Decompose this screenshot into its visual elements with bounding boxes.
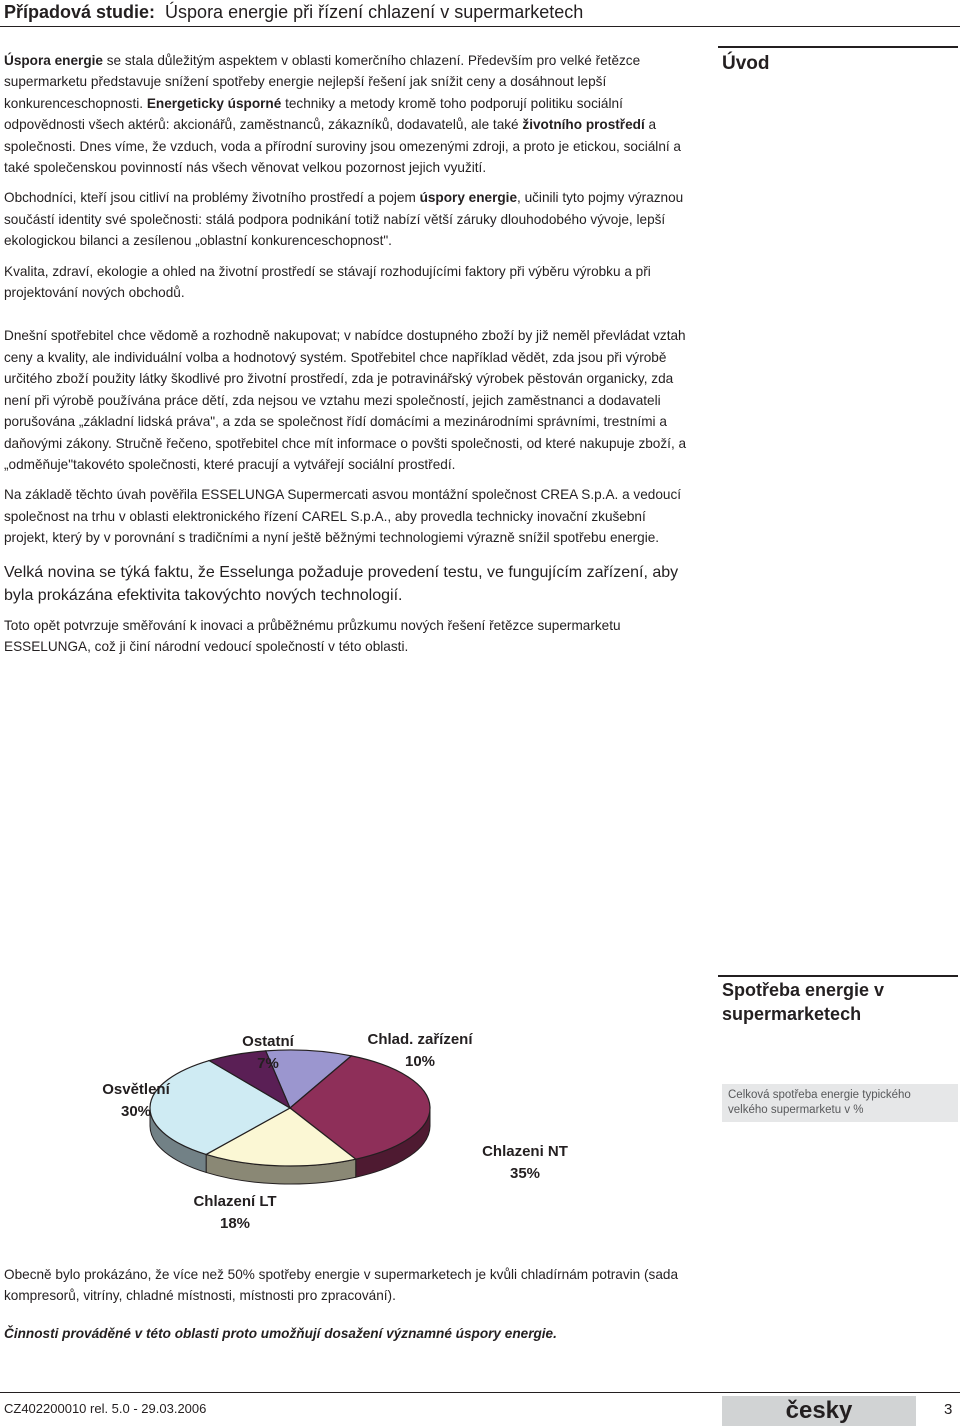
pie-slice-value: 7% (257, 1055, 279, 1072)
language-badge: česky (722, 1396, 916, 1426)
pie-slice-name: Osvětlení (102, 1081, 170, 1098)
page-header (0, 0, 960, 27)
paragraph: Na základě těchto úvah pověřila ESSELUNGA Supermercati asvou montážní společnost CREA S.p.A. a vedoucí společnost na trhu v oblasti elektronického řízení CAREL S.p.A., aby provedla technicky inovační zkušební projekt, který by v porovnání s tradičními a nyní ještě běžnými technologiemi výrazně snížil spotřebu energie. (4, 487, 682, 546)
pie-slice-name: Chlad. zařízení (367, 1031, 473, 1048)
header-title: Případová studie: Úspora energie při řízení chlazení v supermarketech (4, 2, 584, 22)
pie-top (150, 1050, 430, 1166)
paragraph: Úspora energie se stala důležitým aspektem v oblasti komerčního chlazení. Především pro velké řetězce supermarketu představuje snížení spotřeby energie nejlepší řešení jak snížit ceny a dosáhnout lepší konkurenceschopnosti. Energeticky úsporné techniky a metody kromě toho podporují politiku sociální odpovědnosti všech aktérů: akcionářů, zaměstnanců, zákazníků, dodavatelů, ale také životního prostředí a společnosti. Dnes víme, že vzduch, voda a přírodní suroviny jsou omezenými zdroji, a proto je etickou, sociální a také společenskou povinností nás všech věnovat velkou pozornost jejich využití. (4, 53, 681, 176)
paragraph: Kvalita, zdraví, ekologie a ohled na životní prostředí se stávají rozhodujícími faktory při výběru výrobku a při projektování nových obchodů. (4, 263, 651, 301)
section-title-intro: Úvod (722, 53, 770, 74)
pie-slice-name: Chlazeni NT (482, 1143, 568, 1160)
chart-caption: Celková spotřeba energie typického velkého supermarketu v % (722, 1084, 958, 1122)
side-rule (718, 975, 958, 977)
pie-slice-value: 10% (404, 1053, 436, 1070)
pie-slice-value: 35% (509, 1165, 541, 1182)
page-number: 3 (944, 1401, 953, 1418)
bottom-paragraph: Obecně bylo prokázáno, že více než 50% spotřeby energie v supermarketech je kvůli chladírnám potravin (sada kompresorů, vitríny, chladné místnosti, místnosti pro zpracování). (4, 1267, 679, 1303)
highlight-paragraph: Velká novina se týká faktu, že Esselunga požaduje provedení testu, ve fungujícím zařízení, aby byla prokázána efektivita takovýchto nových technologií. (4, 563, 679, 604)
paragraph: Dnešní spotřebitel chce vědomě a rozhodně nakupovat; v nabídce dostupného zboží by již neměl převládat vztah ceny a kvality, ale individuální volba a hodnotový systém. Spotřebitel chce například vědět, zda jsou při výrobě určitého zboží použity látky škodlivé pro životní prostředí, zda je potravinářský výrobek pěstován organicky, zda není při výrobě používána práce dětí, zda nejsou ve vztahu mezi společností, jejich zaměstnanci a dodavateli porušována „základní lidská práva", a zda se společnost řídí domácími a mezinárodními správními, trestními a daňovými zákony. Stručně řečeno, spotřebitel chce mít informace o povšti společnosti, od které nakupuje zboží, a „odměňuje"takovéto společnosti, které pracují a vytvářejí sociální prostředí. (4, 328, 687, 472)
energy-pie-chart (60, 1020, 680, 1250)
paragraph: Obchodníci, kteří jsou citliví na problémy životního prostředí a pojem úspory energie, učinili tyto pojmy výraznou součástí identity své společnosti: stálá podpora podnikání totiž nabízí větší záruky dlouhodobého vývoje, lepší ekologickou bilanci a zesílenou „oblastní konkurenceschopnost". (4, 190, 684, 249)
document-code: CZ402200010 rel. 5.0 - 29.03.2006 (4, 1401, 207, 1416)
pie-slice-name: Ostatní (242, 1033, 294, 1050)
main-text (4, 50, 694, 666)
side-rule (718, 46, 958, 48)
bottom-conclusion: Činnosti prováděné v této oblasti proto umožňují dosažení významné úspory energie. (4, 1326, 557, 1341)
section-title-chart: Spotřeba energie v supermarketech (722, 980, 885, 1024)
paragraph: Toto opět potvrzuje směřování k inovaci a průběžnému průzkumu nových řešení řetězce supermarketu ESSELUNGA, což ji činí národní vedoucí společností v této oblasti. (4, 617, 621, 654)
pie-slice-value: 18% (219, 1215, 251, 1232)
pie-slice-name: Chlazení LT (193, 1193, 277, 1210)
pie-slice-value: 30% (120, 1103, 152, 1120)
footer-rule (0, 1392, 960, 1393)
